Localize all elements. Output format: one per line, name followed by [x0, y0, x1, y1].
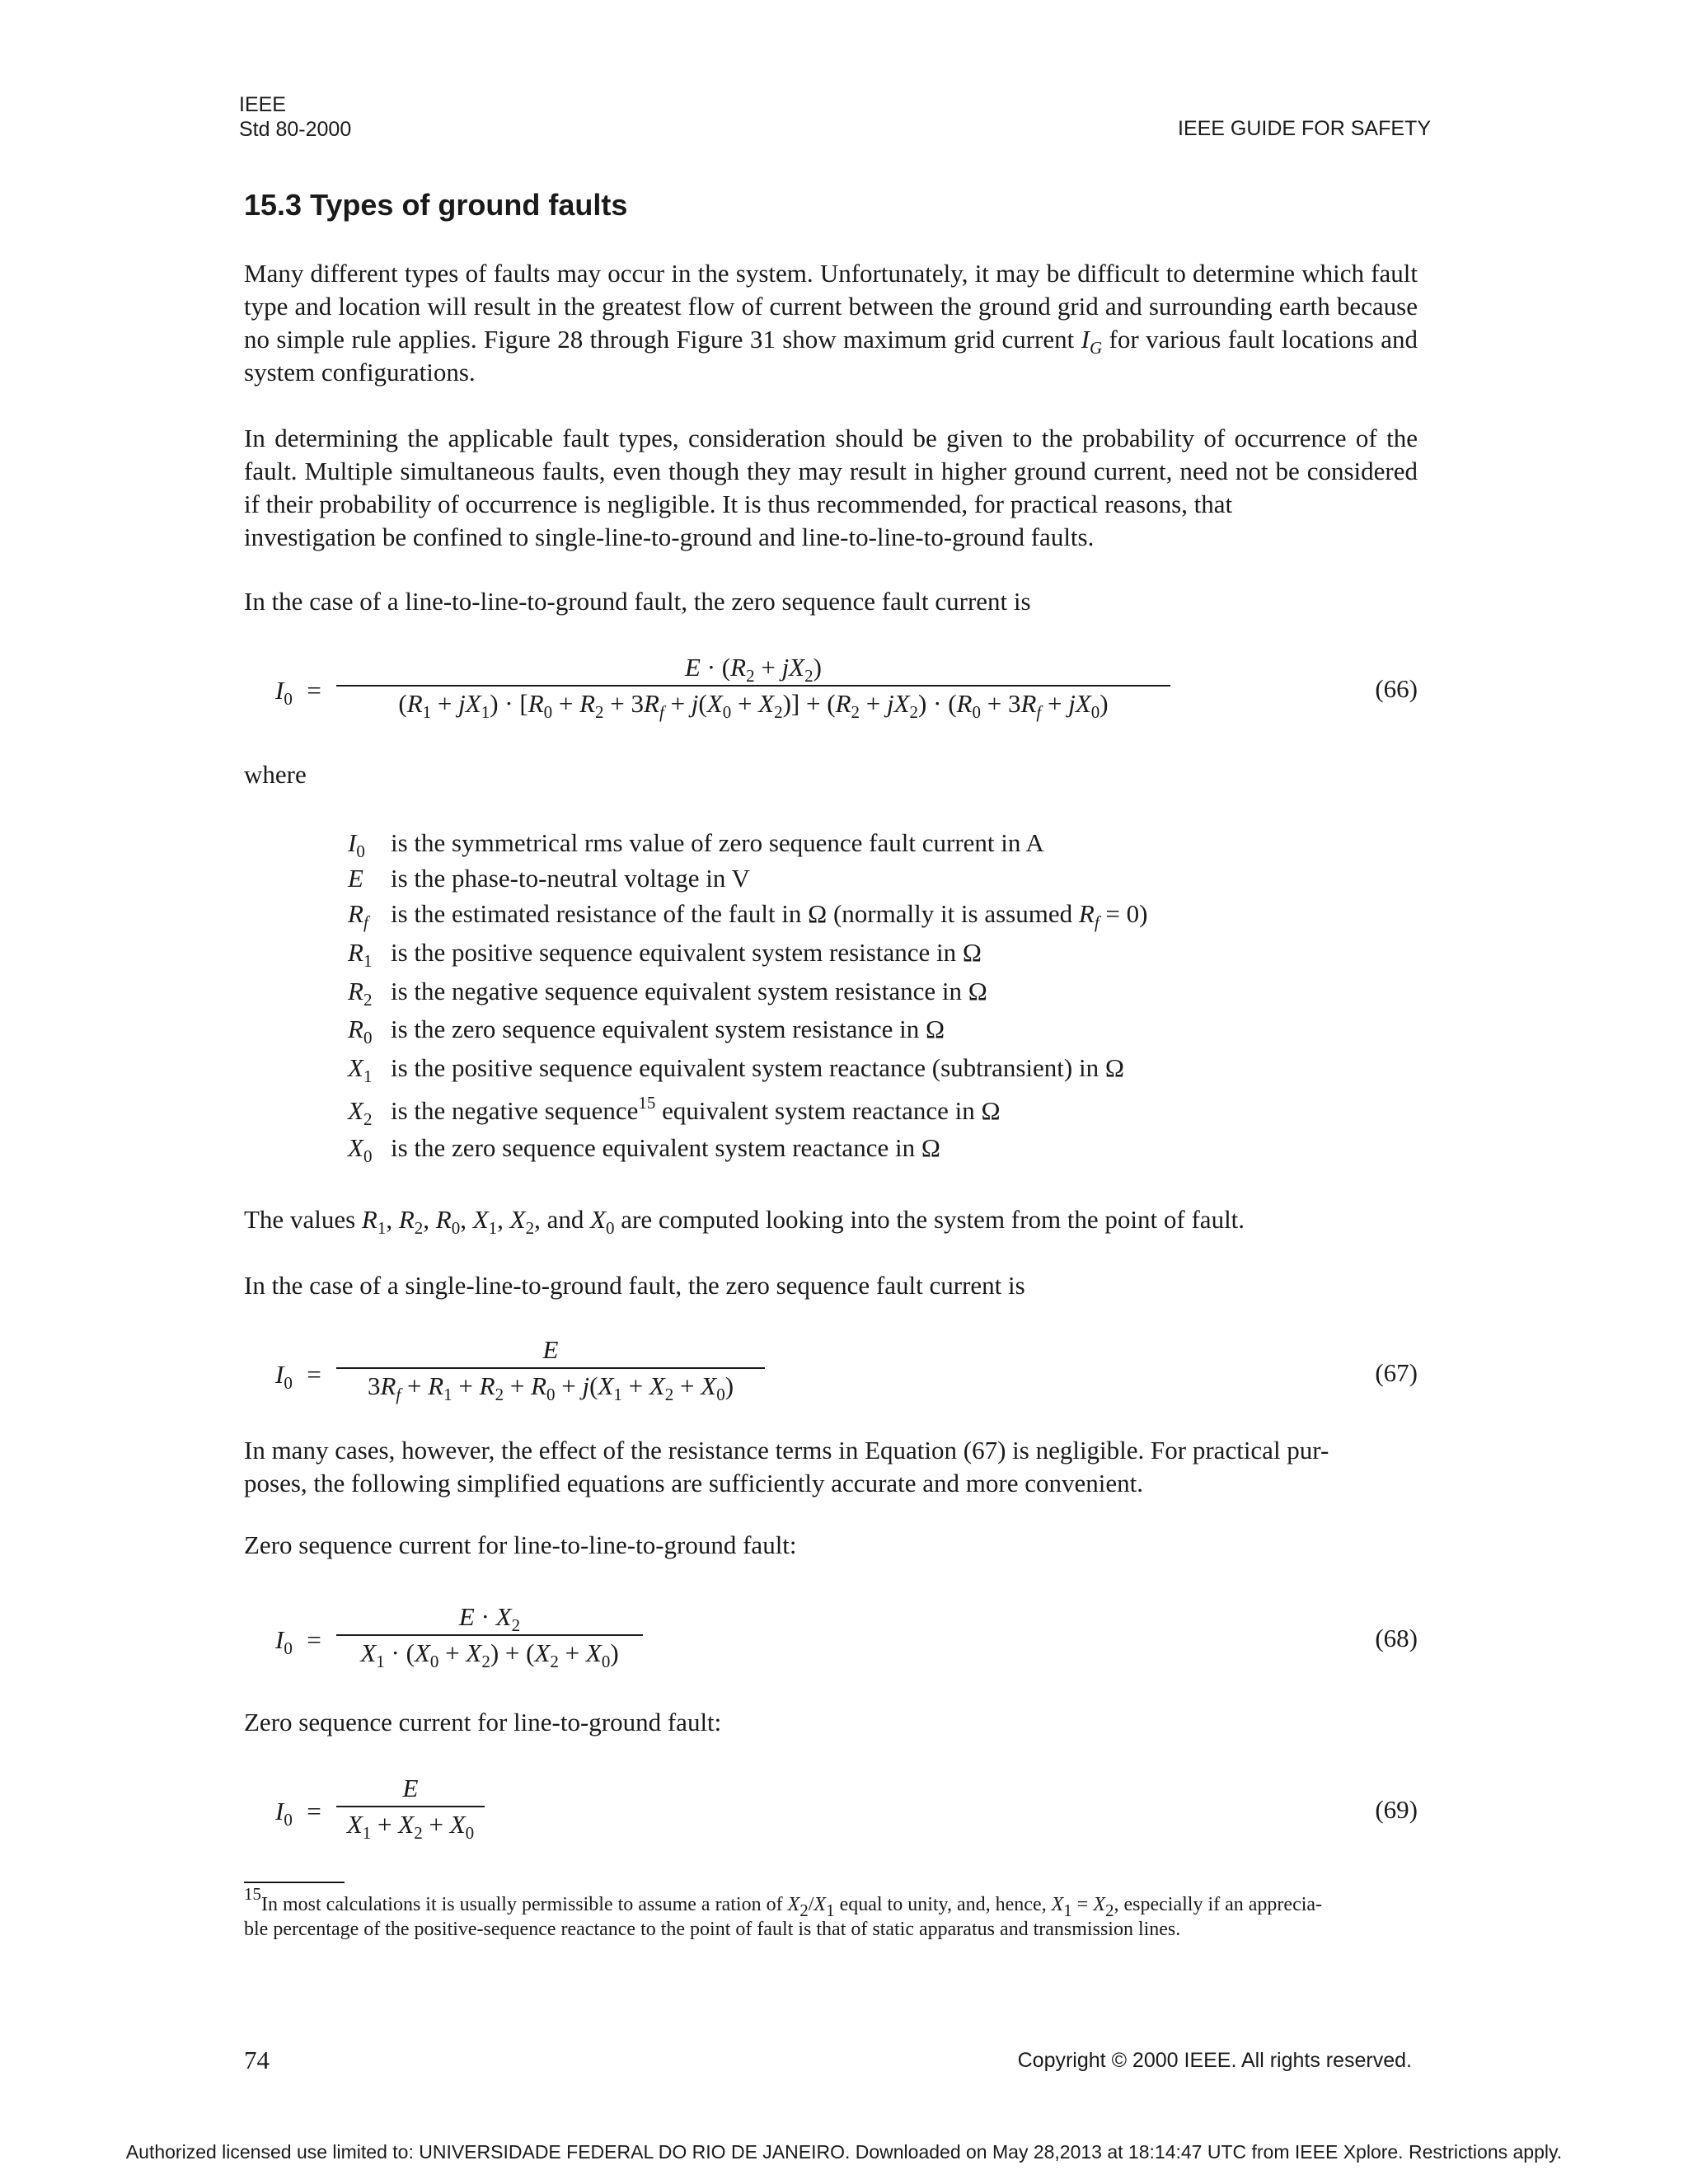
- page-number: 74: [244, 2046, 270, 2074]
- equation-number: (68): [1375, 1624, 1418, 1652]
- footnote-marker: 15: [244, 1884, 261, 1904]
- equation-69: $I_0$ = $\frac{E}{X_1 + X_2 + X_0}$ (69): [275, 1774, 1418, 1843]
- definition-item: E is the phase-to-neutral voltage in V: [348, 864, 750, 893]
- definition-item: $R_f$ is the estimated resistance of the fault in Ω (normally it is assumed $R_f = 0$): [348, 899, 1148, 932]
- paragraph-slg-intro: In the case of a single-line-to-ground fault, the zero sequence fault current is: [244, 1271, 1025, 1300]
- definition-item: $I_0$ is the symmetrical rms value of zero sequence fault current in A: [348, 828, 1044, 861]
- equation-66: $I_0$ = $E \cdot (R_2 + jX_2)$ $(R_1 + jX_1) \cdot [R_0 + R_2 + 3R_f + j(X_0 + X_2)] + (R_2 + jX_2) \cdot (R_0 + 3R_f + jX_0)$ (66): [275, 653, 1418, 722]
- paragraph-intro: Many different types of faults may occur in the system. Unfortunately, it may be difficult to determine which fault type and location will result in the greatest flow of current between the ground grid and surrounding earth because no simple rule applies. Figure 28 through Figure 31 show maximum grid current $I_G$ for various fault locations and system configurations.: [244, 259, 1418, 387]
- paragraph-llg-intro: In the case of a line-to-line-to-ground fault, the zero sequence fault current is: [244, 587, 1031, 616]
- paragraph-simplification: In many cases, however, the effect of the resistance terms in Equation (67) is negligible. For practical pur- poses, the following simplified equations are sufficiently accurate and more convenient.: [244, 1436, 1329, 1497]
- definition-item: $X_2$ is the negative sequence$^{15}$ equivalent system reactance in Ω: [348, 1093, 1001, 1129]
- paragraph-values: The values $R_1$, $R_2$, $R_0$, $X_1$, $X_2$, and $X_0$ are computed looking into the system from the point of fault.: [244, 1205, 1245, 1238]
- copyright-notice: Copyright © 2000 IEEE. All rights reserved.: [1017, 2049, 1412, 2072]
- equation-number: (66): [1375, 674, 1418, 703]
- section-title: 15.3 Types of ground faults: [244, 188, 628, 222]
- paragraph-fault-types: In determining the applicable fault types, consideration should be given to the probability of occurrence of the fault. Multiple simultaneous faults, even though they may result in higher ground current, need not be considered if their probability of occurrence is negligible. It is thus recommended, for practical reasons, that investigation be confined to single-line-to-ground and line-to-line-to-ground faults.: [244, 424, 1418, 551]
- definition-item: $X_0$ is the zero sequence equivalent system reactance in Ω: [348, 1133, 940, 1166]
- equation-number: (69): [1375, 1795, 1418, 1824]
- equation-67: $I_0$ = $\frac{E}{3R_f + R_1 + R_2 + R_0 + j(X_1 + X_2 + X_0)}$ (67): [275, 1335, 1418, 1404]
- running-header-right: IEEE GUIDE FOR SAFETY: [1178, 117, 1431, 140]
- where-label: where: [244, 760, 307, 789]
- definition-item: $X_1$ is the positive sequence equivalent system reactance (subtransient) in Ω: [348, 1053, 1124, 1086]
- footnote: $^{15}$In most calculations it is usually permissible to assume a ration of $X_2/X_1$ equal to unity, and, hence, $X_1 = X_2$, especially if an apprecia- ble percentage of the positive-sequence reactance to the point of fault is that of static apparatus and transmission lines.: [244, 1884, 1323, 1940]
- license-notice: Authorized licensed use limited to: UNIVERSIDADE FEDERAL DO RIO DE JANEIRO. Downloaded on May 28,2013 at 18:14:47 UTC from IEEE Xplore. Restrictions apply.: [125, 2141, 1563, 2163]
- definition-item: $R_0$ is the zero sequence equivalent system resistance in Ω: [348, 1015, 945, 1047]
- header-org: IEEE: [239, 93, 286, 116]
- footnote-rule: [244, 1882, 345, 1883]
- variable-definitions: [348, 824, 1148, 1166]
- footnote-ref: 15: [638, 1093, 656, 1113]
- paragraph-llg-simplified: Zero sequence current for line-to-line-to-ground fault:: [244, 1530, 797, 1559]
- definition-item: $R_1$ is the positive sequence equivalent system resistance in Ω: [348, 938, 982, 971]
- definition-item: $R_2$ is the negative sequence equivalent system resistance in Ω: [348, 977, 987, 1010]
- paragraph-lg-simplified: Zero sequence current for line-to-ground fault:: [244, 1708, 722, 1736]
- running-header-left: [239, 92, 351, 142]
- header-standard: Std 80-2000: [239, 118, 352, 141]
- equation-68: $I_0$ = $\frac{E \cdot X_2}{X_1 \cdot (X_0 + X_2) + (X_2 + X_0)}$ (68): [275, 1602, 1418, 1671]
- equation-number: (67): [1375, 1358, 1418, 1387]
